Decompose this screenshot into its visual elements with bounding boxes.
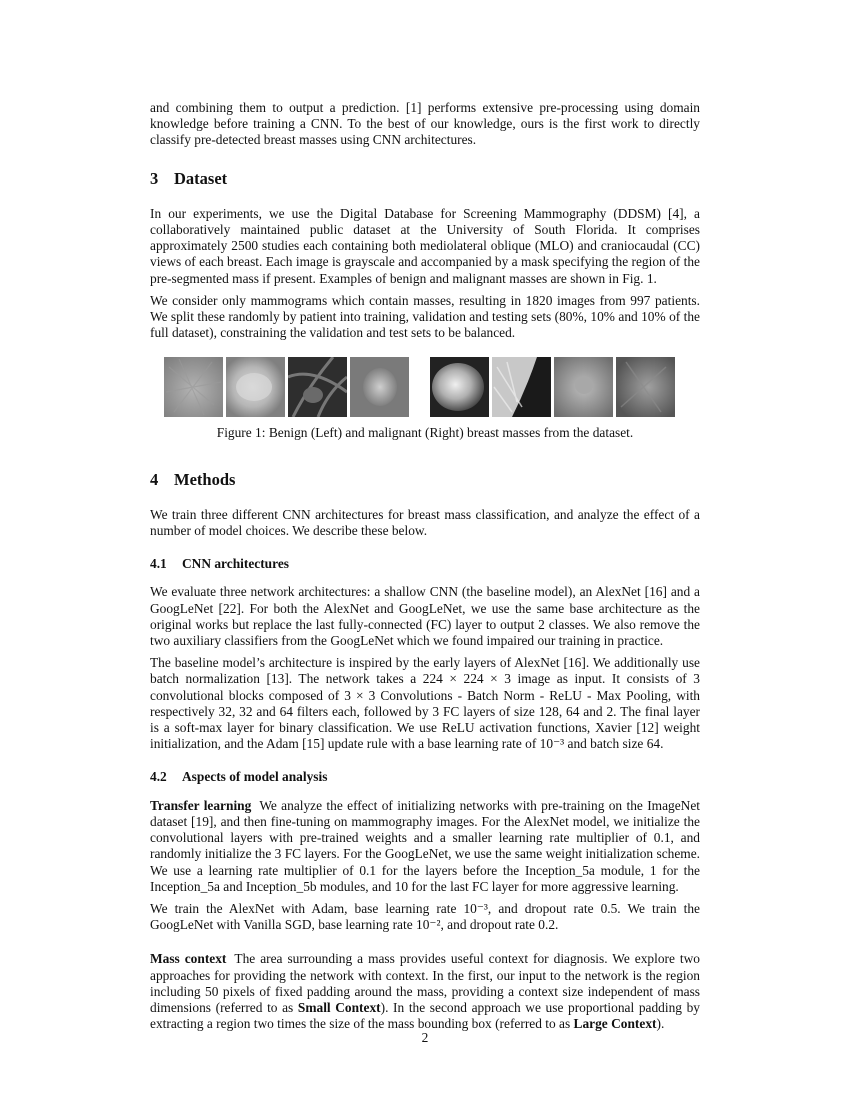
- subsection-title: CNN architectures: [182, 556, 289, 572]
- malignant-mass-image-4: [616, 357, 675, 417]
- cnn-arch-paragraph-1: We evaluate three network architectures: a shallow CNN (the baseline model), an AlexNet [16] and a GoogLeNet [22]. For both the AlexNet and GoogLeNet, we use the same base architecture as the original works but replace the last fully-connected (FC) layer to output 2 classes. We also remove the two auxiliary classifiers from the GoogLeNet which we found impaired our training in practice.: [150, 584, 700, 649]
- section-3-heading: [150, 168, 700, 188]
- section-number: 3: [150, 168, 159, 188]
- benign-mass-image-4: [350, 357, 409, 417]
- benign-mass-image-1: [164, 357, 223, 417]
- paper-page: [150, 100, 700, 1038]
- section-title: Dataset: [174, 168, 228, 188]
- section-number: 4: [150, 469, 159, 489]
- benign-mass-image-3: [288, 357, 347, 417]
- subsection-number: 4.2: [150, 769, 167, 785]
- methods-intro: We train three different CNN architectures for breast mass classification, and analyze the effect of a number of model choices. We describe these below.: [150, 506, 700, 539]
- small-context-term: Small Context: [297, 999, 381, 1015]
- malignant-mass-image-2: [492, 357, 551, 417]
- cnn-arch-paragraph-2: The baseline model’s architecture is inspired by the early layers of AlexNet [16]. We additionally use batch normalization [13]. The network takes a 224 × 224 × 3 image as input. It consists of 3 convolutional blocks composed of 3 × 3 Convolutions - Batch Norm - ReLU - Max Pooling, with respectively 32, 32 and 64 filters each, followed by 3 FC layers of size 128, 64 and 2. The final layer is a soft-max layer for binary classification. We use ReLU activation functions, Xavier [12] weight initialization, and the Adam [15] update rule with a base learning rate of 10⁻³ and batch size 64.: [150, 655, 700, 752]
- section-title: Methods: [174, 469, 236, 489]
- intro-paragraph: and combining them to output a prediction. [1] performs extensive pre-processing using domain knowledge before training a CNN. To the best of our knowledge, ours is the first work to directly classify pre-detected breast masses using CNN architectures.: [150, 100, 700, 148]
- dataset-paragraph-1: In our experiments, we use the Digital Database for Screening Mammography (DDSM) [4], a collaboratively maintained public dataset at the University of South Florida. It comprises approximately 2500 studies each containing both mediolateral oblique (MLO) and craniocaudal (CC) views of each breast. Each image is grayscale and accompanied by a mask specifying the region of the pre-segmented mass if present. Examples of benign and malignant masses are shown in Fig. 1.: [150, 205, 700, 286]
- page-number: 2: [421, 1030, 429, 1045]
- subsection-4-1-heading: [150, 556, 700, 572]
- mass-context-body-1: The area surrounding a mass provides useful context for diagnosis. We explore two approaches for providing the network with context. In the first, our input to the network is the region including 50 pixels of fixed padding around the mass, providing a context size independent of mass dimensions (referred to as: [150, 951, 701, 1015]
- benign-mass-image-2: [226, 357, 285, 417]
- malignant-mass-image-1: [430, 357, 489, 417]
- malignant-mass-image-3: [554, 357, 613, 417]
- subsection-number: 4.1: [150, 556, 167, 572]
- dataset-paragraph-2: We consider only mammograms which contain masses, resulting in 1820 images from 997 patients. We split these randomly by patient into training, validation and testing sets (80%, 10% and 10% of the full dataset), constraining the validation and test sets to be balanced.: [150, 292, 700, 341]
- section-4-heading: [150, 469, 700, 489]
- figure-1-caption: Figure 1: Benign (Left) and malignant (Right) breast masses from the dataset.: [216, 425, 634, 441]
- transfer-learning-paragraph: [150, 798, 700, 895]
- mass-context-heading: Mass context: [150, 951, 227, 967]
- training-paragraph: We train the AlexNet with Adam, base learning rate 10⁻³, and dropout rate 0.5. We train the GoogLeNet with Vanilla SGD, base learning rate 10⁻², and dropout rate 0.2.: [150, 900, 700, 933]
- mass-context-paragraph: [150, 951, 700, 1032]
- large-context-term: Large Context: [573, 1016, 657, 1032]
- transfer-learning-body: We analyze the effect of initializing networks with pre-training on the ImageNet dataset [19], and then fine-tuning on mammography images. For the AlexNet model, we initialize the convolutional layers with pre-trained weights and a smaller learning rate multiplier of 0.1, and randomly initialize the 3 FC layers. For the GoogLeNet, we use the same weight initialization scheme. We use a learning rate multiplier of 0.1 for the layers before the Inception_5a module, 1 for the Inception_5a and Inception_5b modules, and 10 for the last FC layer for more aggressive learning.: [150, 797, 700, 894]
- transfer-learning-heading: Transfer learning: [150, 797, 252, 813]
- figure-1: [150, 357, 700, 441]
- mass-context-body-3: ).: [656, 1016, 665, 1032]
- figure-1-images: [164, 357, 700, 417]
- subsection-4-2-heading: [150, 769, 700, 785]
- subsection-title: Aspects of model analysis: [182, 769, 328, 785]
- mass-context-body-2: ). In the second approach we use proportional padding by extracting a region two times the size of the mass bounding box (referred to as: [150, 999, 700, 1032]
